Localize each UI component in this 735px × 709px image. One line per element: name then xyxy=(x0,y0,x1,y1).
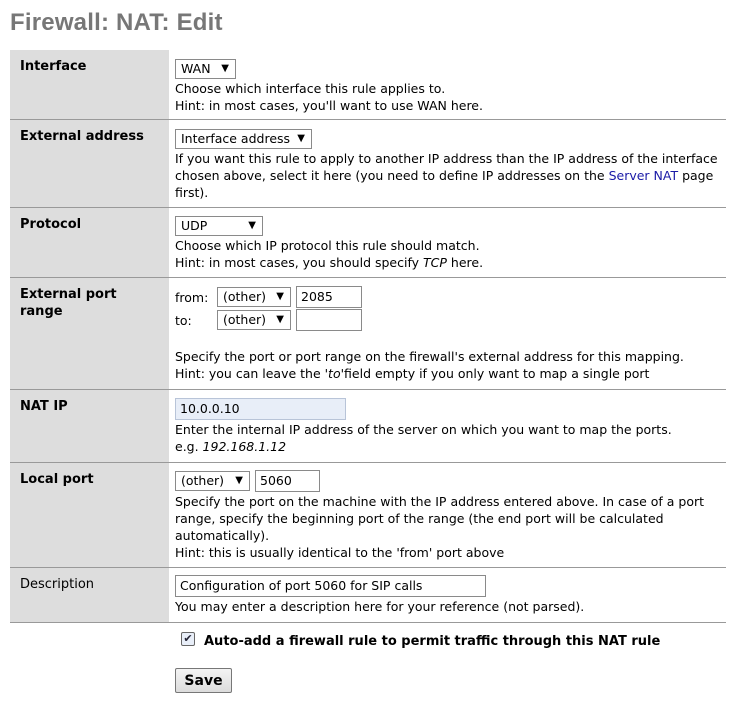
interface-row xyxy=(10,50,726,120)
local-port-select[interactable] xyxy=(175,471,250,491)
protocol-help-2-text: Hint: in most cases, you should specify xyxy=(175,255,424,270)
from-port-select[interactable] xyxy=(217,287,291,307)
nat-ip-input[interactable]: 10.0.0.10 xyxy=(175,398,346,420)
nat-ip-help-2 xyxy=(175,438,286,455)
to-label: to: xyxy=(175,313,192,328)
local-port-help-4: Hint: this is usually identical to the 'from' port above xyxy=(175,545,505,560)
interface-select-value: WAN xyxy=(181,61,211,76)
external-port-range-help-2-em: 'to' xyxy=(324,366,345,381)
external-port-range-help-2 xyxy=(175,365,649,382)
protocol-help-2 xyxy=(175,254,483,271)
interface-label: Interface xyxy=(10,50,169,119)
external-address-help-2-text: chosen above, select it here (you need to define IP addresses on the xyxy=(175,168,609,183)
description-help: You may enter a description here for your reference (not parsed). xyxy=(175,599,585,614)
external-port-range-help-2-suffix: field empty if you only want to map a single port xyxy=(344,366,650,381)
local-port-help-2: range, specify the beginning port of the range (the end port will be calculated xyxy=(175,511,664,526)
local-port-select-value: (other) xyxy=(181,473,225,488)
local-port-input[interactable]: 5060 xyxy=(255,470,320,492)
nat-ip-row xyxy=(10,390,726,463)
description-row xyxy=(10,568,726,623)
local-port-row xyxy=(10,463,726,568)
protocol-help-1: Choose which IP protocol this rule should match. xyxy=(175,238,480,253)
external-port-range-label-line1: External port xyxy=(20,287,117,302)
nat-ip-help-2-em: 192.168.1.12 xyxy=(202,439,287,454)
external-address-row xyxy=(10,120,726,208)
to-port-select-value: (other) xyxy=(223,312,267,327)
local-port-help-3: automatically). xyxy=(175,528,270,543)
local-port-help-1: Specify the port on the machine with the IP address entered above. In case of a port xyxy=(175,494,705,509)
interface-help-2: Hint: in most cases, you'll want to use WAN here. xyxy=(175,98,483,113)
chevron-down-icon: ▼ xyxy=(248,220,256,231)
save-button[interactable]: Save xyxy=(175,668,232,693)
protocol-select-value: UDP xyxy=(181,218,208,233)
to-port-select[interactable] xyxy=(217,310,291,330)
external-address-help-3: first). xyxy=(175,185,209,200)
chevron-down-icon: ▼ xyxy=(235,475,243,486)
chevron-down-icon: ▼ xyxy=(276,314,284,325)
auto-add-rule-checkbox[interactable]: ✔ xyxy=(181,632,195,646)
description-input[interactable]: Configuration of port 5060 for SIP calls xyxy=(175,575,486,597)
nat-ip-help-1: Enter the internal IP address of the server on which you want to map the ports. xyxy=(175,422,672,437)
chevron-down-icon: ▼ xyxy=(221,63,229,74)
from-port-input[interactable]: 2085 xyxy=(296,286,362,308)
external-port-range-label xyxy=(10,278,169,389)
external-address-select[interactable] xyxy=(175,129,312,149)
external-address-help-2-suffix: page xyxy=(678,168,714,183)
server-nat-link[interactable]: Server NAT xyxy=(608,168,679,183)
protocol-select[interactable] xyxy=(175,216,263,236)
from-label: from: xyxy=(175,290,209,305)
external-address-label: External address xyxy=(10,120,169,207)
protocol-label: Protocol xyxy=(10,208,169,277)
nat-ip-help-2-text: e.g. xyxy=(175,439,203,454)
nat-ip-label: NAT IP xyxy=(10,390,169,462)
chevron-down-icon: ▼ xyxy=(276,291,284,302)
local-port-label: Local port xyxy=(10,463,169,567)
external-port-range-label-line2: range xyxy=(20,304,63,319)
external-address-select-value: Interface address xyxy=(181,131,291,146)
external-port-range-help-1: Specify the port or port range on the firewall's external address for this mapping. xyxy=(175,349,684,364)
protocol-row xyxy=(10,208,726,278)
auto-add-rule-label[interactable]: Auto-add a firewall rule to permit traffic through this NAT rule xyxy=(204,634,661,649)
external-port-range-row xyxy=(10,278,726,390)
from-port-select-value: (other) xyxy=(223,289,267,304)
external-address-help-2 xyxy=(175,167,713,184)
description-label: Description xyxy=(10,568,169,622)
external-port-range-help-2-text: Hint: you can leave the xyxy=(175,366,325,381)
interface-select[interactable] xyxy=(175,59,236,79)
interface-help-1: Choose which interface this rule applies to. xyxy=(175,81,446,96)
to-port-input[interactable] xyxy=(296,309,362,331)
page-title: Firewall: NAT: Edit xyxy=(10,9,223,36)
external-address-help-1: If you want this rule to apply to another IP address than the IP address of the interface xyxy=(175,151,718,166)
protocol-help-2-suffix: here. xyxy=(446,255,484,270)
chevron-down-icon: ▼ xyxy=(297,133,305,144)
protocol-help-2-em: TCP xyxy=(423,255,447,270)
